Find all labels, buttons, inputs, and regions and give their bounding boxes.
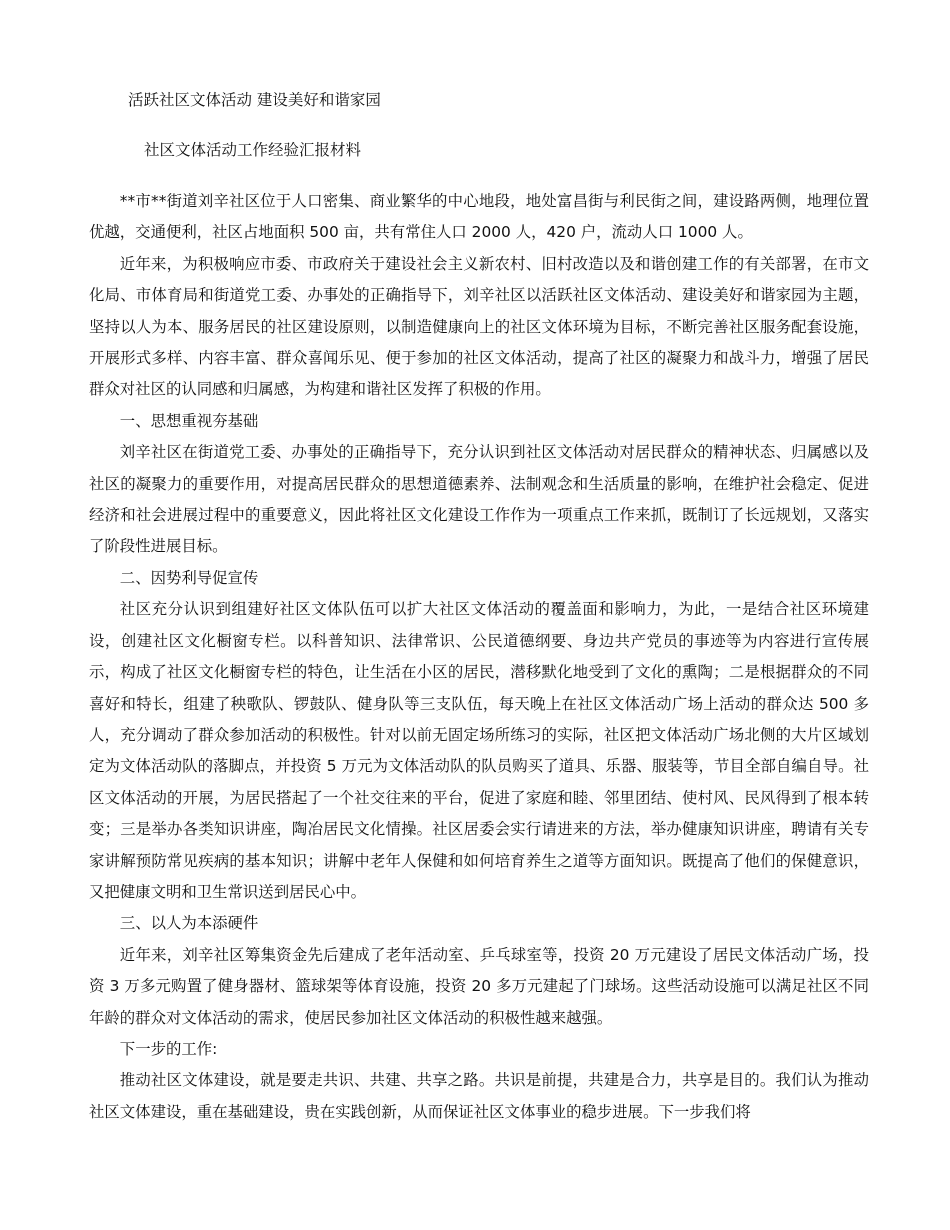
paragraph-background: 近年来，为积极响应市委、市政府关于建设社会主义新农村、旧村改造以及和谐创建工作的有关部署，在市文化局、市体育局和街道党工委、办事处的正确指导下，刘辛社区以活跃社区文体活动、建设美好和谐家园为主题，坚持以人为本、服务居民的社区建设原则，以制造健康向上的社区文体环境为目标，不断完善社区服务配套设施，开展形式多样、内容丰富、群众喜闻乐见、便于参加的社区文体活动，提高了社区的凝聚力和战斗力，增强了居民群众对社区的认同感和归属感，为构建和谐社区发挥了积极的作用。	[89, 254, 869, 399]
paragraph-intro: **市**街道刘辛社区位于人口密集、商业繁华的中心地段，地处富昌街与利民街之间，建设路两侧，地理位置优越，交通便利，社区占地面积 500 亩，共有常住人口 2000 人，420 户，流动人口 1000 人。	[89, 192, 869, 242]
paragraph-section-3: 近年来，刘辛社区筹集资金先后建成了老年活动室、乒乓球室等，投资 20 万元建设了居民文体活动广场，投资 3 万多元购置了健身器材、篮球架等体育设施，投资 20 多万元建起了门球场。这些活动设施可以满足社区不同年龄的群众对文体活动的需求，使居民参加社区文体活动的积极性越来越强。	[89, 945, 869, 1027]
section-heading-2: 二、因势利导促宣传	[119, 568, 259, 587]
paragraph-section-2: 社区充分认识到组建好社区文体队伍可以扩大社区文体活动的覆盖面和影响力，为此，一是结合社区环境建设，创建社区文化橱窗专栏。以科普知识、法律常识、公民道德纲要、身边共产党员的事迹等为内容进行宣传展示，构成了社区文化橱窗专栏的特色，让生活在小区的居民，潜移默化地受到了文化的熏陶；二是根据群众的不同喜好和特长，组建了秧歌队、锣鼓队、健身队等三支队伍，每天晚上在社区文体活动广场上活动的群众达 500 多人，充分调动了群众参加活动的积极性。针对以前无固定场所练习的实际，社区把文体活动广场北侧的大片区域划定为文体活动队的落脚点，并投资 5 万元为文体活动队的队员购买了道具、乐器、服装等，节目全部自编自导。社区文体活动的开展，为居民搭起了一个社交往来的平台，促进了家庭和睦、邻里团结、使村风、民风得到了根本转变；三是举办各类知识讲座，陶冶居民文化情操。社区居委会实行请进来的方法，举办健康知识讲座，聘请有关专家讲解预防常见疾病的基本知识；讲解中老年人保健和如何培育养生之道等方面知识。既提高了他们的保健意识，又把健康文明和卫生常识送到居民心中。	[89, 600, 869, 901]
document-title: 活跃社区文体活动 建设美好和谐家园	[128, 91, 381, 109]
paragraph-section-1: 刘辛社区在街道党工委、办事处的正确指导下，充分认识到社区文体活动对居民群众的精神状态、归属感以及社区的凝聚力的重要作用，对提高居民群众的思想道德素养、法制观念和生活质量的影响，在维护社会稳定、促进经济和社会进展过程中的重要意义，因此将社区文化建设工作作为一项重点工作来抓，既制订了长远规划，又落实了阶段性进展目标。	[89, 443, 869, 556]
paragraph-next-steps: 推动社区文体建设，就是要走共识、共建、共享之路。共识是前提，共建是合力，共享是目的。我们认为推动社区文体建设，重在基础建设，贵在实践创新，从而保证社区文体事业的稳步进展。下一步我们将	[89, 1071, 869, 1121]
document-subtitle: 社区文体活动工作经验汇报材料	[144, 141, 362, 159]
section-heading-next: 下一步的工作:	[119, 1039, 218, 1058]
section-heading-1: 一、思想重视夯基础	[119, 411, 259, 430]
section-heading-3: 三、以人为本添硬件	[119, 914, 259, 933]
document-body	[89, 186, 869, 1128]
